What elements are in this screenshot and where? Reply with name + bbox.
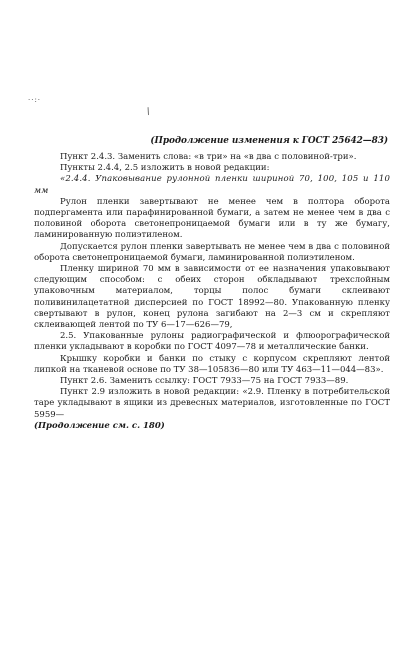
continuation-header: (Продолжение изменения к ГОСТ 25642—83) — [150, 136, 388, 146]
paragraph-film-70mm: Пленку шириной 70 мм в зависимости от ее назначения упаковывают следующим способом: с обеих сторон обкладывают трехслойным упаковочным материалом, торцы полос бумаги склеивают поливинилацетатной дисперсией по ГОСТ 18992—80. Упакованную пленку свертывают в рулон, конец рулона загибают на 2—3 см и скрепляют склеивающей лентой по ТУ 6—17—626—79, — [34, 264, 390, 331]
section-heading-2-4-4: «2.4.4. Упаковывание рулонной пленки шириной 70, 100, 105 и 110 мм — [34, 174, 390, 196]
paragraph-lid-sealing: Крышку коробки и банки по стыку с корпусом скрепляют лентой липкой на тканевой основе по ТУ 38—105836—80 или ТУ 463—11—044—83». — [34, 353, 390, 375]
paragraph-2-9: Пункт 2.9 изложить в новой редакции: «2.9. Пленку в потребительской таре укладывают в ящики из древесных материалов, изготовленные по ГОСТ 5959— — [34, 387, 390, 420]
paragraph-2-4-3: Пункт 2.4.3. Заменить слова: «в три» на «в два с половиной-три». — [60, 152, 357, 162]
scan-artifact-tick: / — [145, 106, 152, 118]
paragraph-2-5: 2.5. Упакованные рулоны радиографической и флюорографической пленки укладывают в коробки по ГОСТ 4097—78 и металлические банки. — [34, 331, 390, 353]
paragraph-2-6: Пункт 2.6. Заменить ссылку: ГОСТ 7933—75 на ГОСТ 7933—89. — [60, 376, 349, 387]
continuation-footer: (Продолжение см. с. 180) — [34, 420, 165, 431]
document-body — [34, 152, 390, 432]
paragraph-items-2-4-4-2-5: Пункты 2.4.4, 2.5 изложить в новой редакции: — [60, 163, 270, 174]
paragraph-allowed-wrapping: Допускается рулон пленки завертывать не менее чем в два с половиной оборота светонепроницаемой бумаги, ламинированной полиэтиленом. — [34, 241, 390, 263]
paragraph-roll-wrapping: Рулон пленки завертывают не менее чем в полтора оборота подпергамента или парафинированной бумаги, а затем не менее чем в два с половиной оборота светонепроницаемой бумаги или в ту же бумагу, ламинированную полиэтиленом. — [34, 196, 390, 241]
scan-artifact-mark: ··:· — [28, 96, 42, 104]
